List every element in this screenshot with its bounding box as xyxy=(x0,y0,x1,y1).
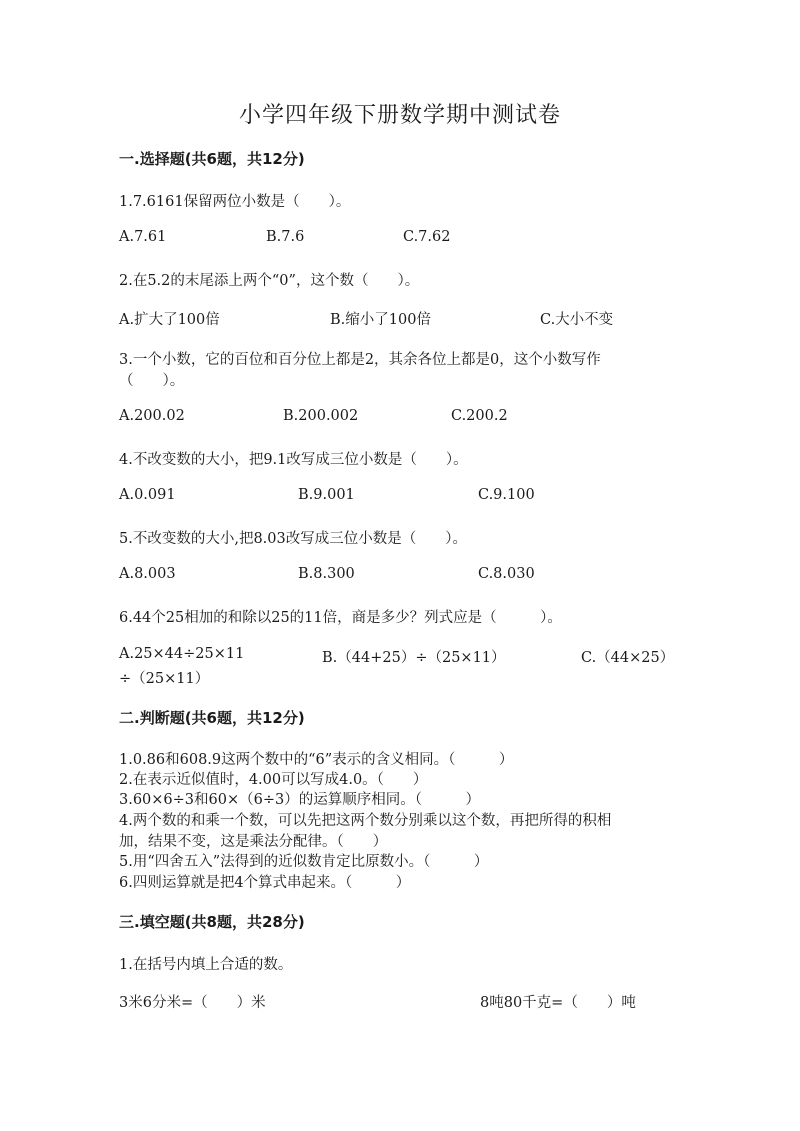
question-5-option-a: A.8.003 xyxy=(119,566,176,582)
judgement-item-3: 3.60×6÷3和60×（6÷3）的运算顺序相同。（ ） xyxy=(119,792,480,808)
judgement-item-2: 2.在表示近似值时，4.00可以写成4.0。（ ） xyxy=(119,772,428,788)
page-title: 小学四年级下册数学期中测试卷 xyxy=(238,103,561,128)
question-6-option-b: B.（44+25）÷（25×11） xyxy=(322,650,506,666)
question-2-option-b: B.缩小了100倍 xyxy=(330,312,431,328)
question-1-option-c: C.7.62 xyxy=(403,229,451,245)
question-2-stem: 2.在5.2的末尾添上两个“0”，这个数（ ）。 xyxy=(119,273,420,289)
question-4-stem: 4.不改变数的大小，把9.1改写成三位小数是（ ）。 xyxy=(119,452,468,468)
question-3-stem-line2: （ ）。 xyxy=(119,373,185,389)
question-2-option-a: A.扩大了100倍 xyxy=(119,312,220,328)
question-6-option-c-line1: C.（44×25） xyxy=(581,650,675,666)
judgement-item-5: 5.用“四舍五入”法得到的近似数肯定比原数小。（ ） xyxy=(119,854,489,870)
question-3-option-b: B.200.002 xyxy=(283,408,359,424)
question-6-option-a: A.25×44÷25×11 xyxy=(119,646,245,662)
question-6-stem: 6.44个25相加的和除以25的11倍，商是多少？列式应是（ ）。 xyxy=(119,610,562,626)
fill-question-1-right: 8吨80千克=（ ）吨 xyxy=(480,995,636,1011)
section-heading-fill: 三.填空题(共8题，共28分) xyxy=(119,913,305,931)
question-3-option-c: C.200.2 xyxy=(451,408,508,424)
question-4-option-b: B.9.001 xyxy=(298,487,355,503)
question-1-option-b: B.7.6 xyxy=(266,229,305,245)
fill-question-1-stem: 1.在括号内填上合适的数。 xyxy=(119,957,293,973)
judgement-item-6: 6.四则运算就是把4个算式串起来。（ ） xyxy=(119,875,411,891)
section-heading-choice: 一.选择题(共6题，共12分) xyxy=(119,150,305,168)
question-6-option-c-line2: ÷（25×11） xyxy=(119,671,210,687)
question-5-option-c: C.8.030 xyxy=(478,566,535,582)
judgement-item-4-line1: 4.两个数的和乘一个数，可以先把这两个数分别乘以这个数，再把所得的积相 xyxy=(119,813,612,829)
question-3-option-a: A.200.02 xyxy=(119,408,185,424)
question-1-option-a: A.7.61 xyxy=(119,229,167,245)
question-3-stem-line1: 3.一个小数，它的百位和百分位上都是2，其余各位上都是0，这个小数写作 xyxy=(119,352,601,368)
section-heading-judgement: 二.判断题(共6题，共12分) xyxy=(119,709,305,727)
question-1-stem: 1.7.6161保留两位小数是（ ）。 xyxy=(119,194,351,210)
fill-question-1-left: 3米6分米=（ ）米 xyxy=(119,995,266,1011)
judgement-item-4-line2: 加，结果不变，这是乘法分配律。（ ） xyxy=(119,834,388,850)
question-5-option-b: B.8.300 xyxy=(298,566,355,582)
question-4-option-c: C.9.100 xyxy=(478,487,535,503)
question-4-option-a: A.0.091 xyxy=(119,487,176,503)
question-2-option-c: C.大小不变 xyxy=(540,312,614,328)
question-5-stem: 5.不改变数的大小,把8.03改写成三位小数是（ ）。 xyxy=(119,531,467,547)
judgement-item-1: 1.0.86和608.9这两个数中的“6”表示的含义相同。（ ） xyxy=(119,752,514,768)
